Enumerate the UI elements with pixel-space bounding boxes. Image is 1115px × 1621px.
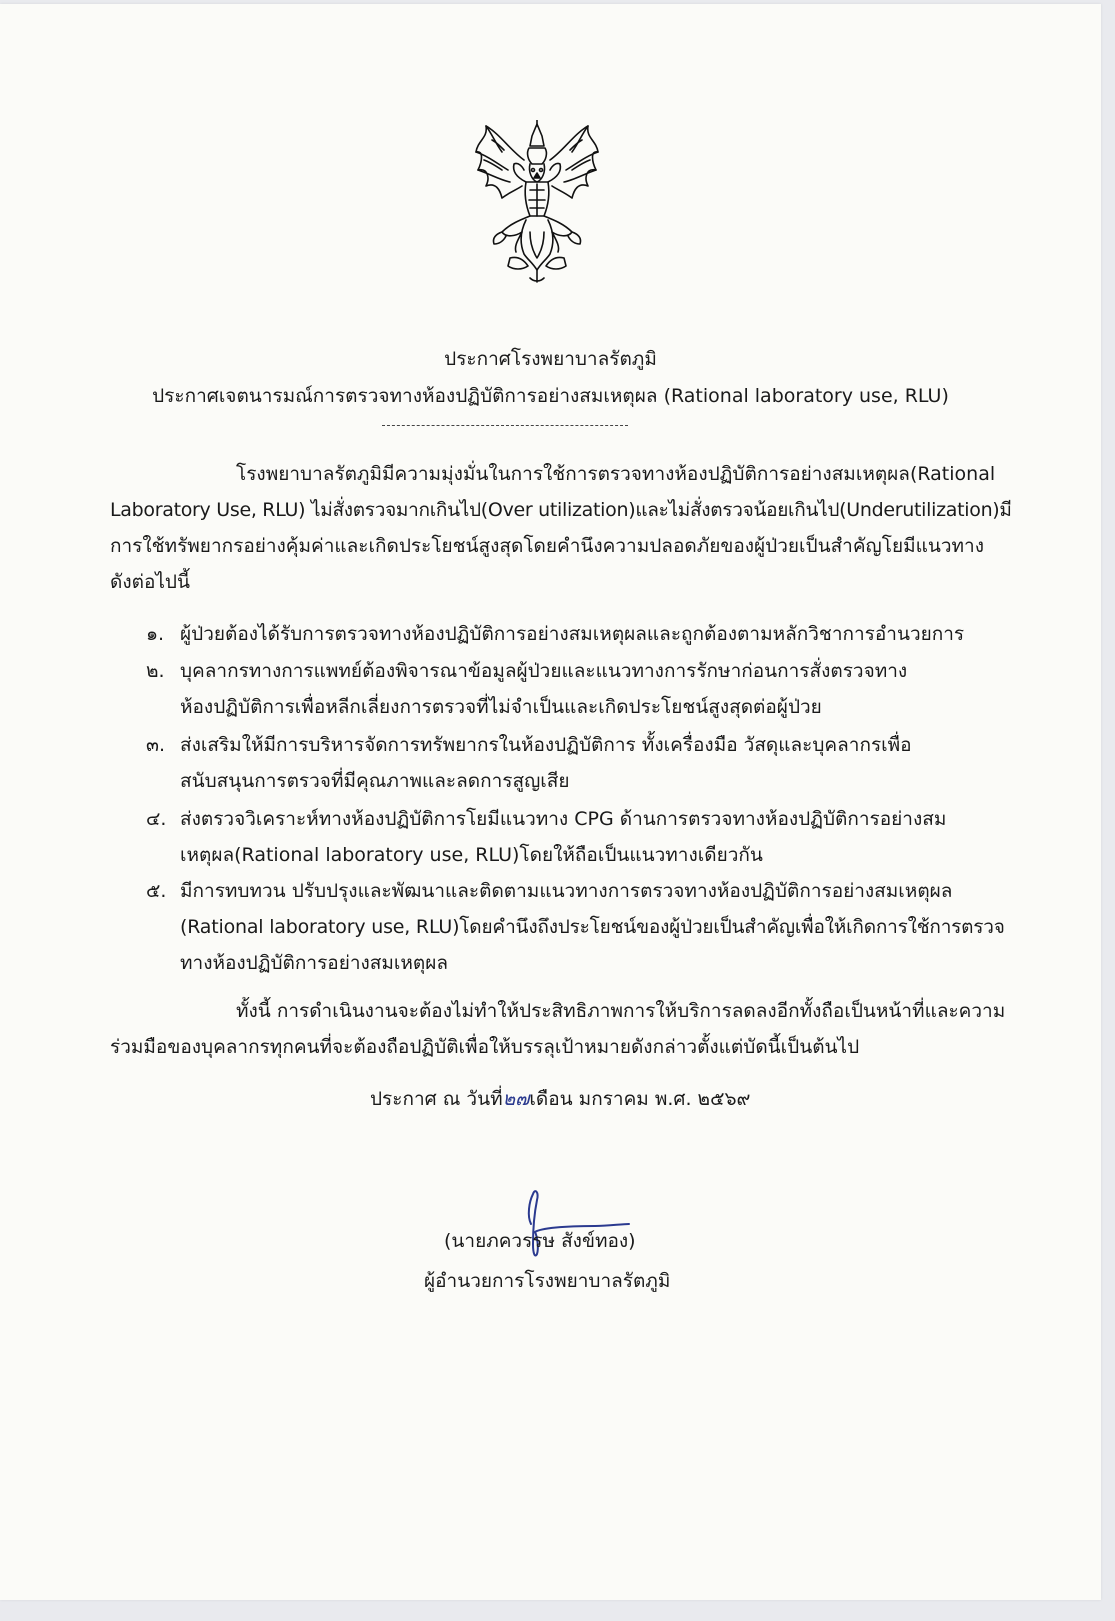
closing-line: ร่วมมือของบุคลากรทุกคนที่จะต้องถือปฏิบัติเพื่อให้บรรลุเป้าหมายดังกล่าวตั้งแต่บัดนี้เป็นต้นไป xyxy=(110,1036,860,1058)
signatory-name: (นายภควรรษ สังข์ทอง) xyxy=(444,1230,636,1252)
garuda-emblem-icon xyxy=(466,120,608,286)
intro-line: การใช้ทรัพยากรอย่างคุ้มค่าและเกิดประโยชน์สูงสุดโดยคำนึงความปลอดภัยของผู้ป่วยเป็นสำคัญโยมีแนวทาง xyxy=(110,535,984,557)
announcement-subtitle: ประกาศเจตนารมณ์การตรวจทางห้องปฏิบัติการอย่างสมเหตุผล (Rational laboratory use, RLU) xyxy=(152,385,949,407)
intro-line: Laboratory Use, RLU) ไม่สั่งตรวจมากเกินไป(Over utilization)และไม่สั่งตรวจน้อยเกินไป(Underutilization)มี xyxy=(110,499,1012,521)
date-suffix: เดือน มกราคม พ.ศ. ๒๕๖๙ xyxy=(529,1088,751,1110)
list-item-text: สนับสนุนการตรวจที่มีคุณภาพและลดการสูญเสีย xyxy=(180,770,570,792)
announcement-title: ประกาศโรงพยาบาลรัตภูมิ xyxy=(444,348,657,370)
signatory-position: ผู้อำนวยการโรงพยาบาลรัตภูมิ xyxy=(424,1270,671,1292)
list-item-text: มีการทบทวน ปรับปรุงและพัฒนาและติดตามแนวทางการตรวจทางห้องปฏิบัติการอย่างสมเหตุผล xyxy=(180,880,953,902)
list-item-number: ๔. xyxy=(146,808,167,830)
list-item-text: ส่งเสริมให้มีการบริหารจัดการทรัพยากรในห้องปฏิบัติการ ทั้งเครื่องมือ วัสดุและบุคลากรเพื่อ xyxy=(180,734,912,756)
list-item-text: ผู้ป่วยต้องได้รับการตรวจทางห้องปฏิบัติการอย่างสมเหตุผลและถูกต้องตามหลักวิชาการอำนวยการ xyxy=(180,623,965,645)
list-item-text: เหตุผล(Rational laboratory use, RLU)โดยให้ถือเป็นแนวทางเดียวกัน xyxy=(180,844,763,866)
document-page xyxy=(0,4,1101,1600)
title-divider xyxy=(382,425,628,426)
closing-line: ทั้งนี้ การดำเนินงานจะต้องไม่ทำให้ประสิทธิภาพการให้บริการลดลงอีกทั้งถือเป็นหน้าที่และความ xyxy=(236,1000,1006,1022)
intro-line: ดังต่อไปนี้ xyxy=(110,571,190,593)
announcement-date xyxy=(370,1084,750,1114)
list-item-number: ๕. xyxy=(146,880,167,902)
list-item-text: (Rational laboratory use, RLU)โดยคำนึงถึงประโยชน์ของผู้ป่วยเป็นสำคัญเพื่อให้เกิดการใช้การตรวจ xyxy=(180,916,1005,938)
date-day-handwritten: ๒๗ xyxy=(502,1088,530,1110)
intro-line: โรงพยาบาลรัตภูมิมีความมุ่งมั่นในการใช้การตรวจทางห้องปฏิบัติการอย่างสมเหตุผล(Rational xyxy=(236,463,996,485)
list-item-number: ๒. xyxy=(146,660,165,682)
list-item-text: ทางห้องปฏิบัติการอย่างสมเหตุผล xyxy=(180,952,449,974)
list-item-number: ๑. xyxy=(146,623,165,645)
list-item-number: ๓. xyxy=(146,734,166,756)
date-prefix: ประกาศ ณ วันที่ xyxy=(370,1088,503,1110)
list-item-text: ส่งตรวจวิเคราะห์ทางห้องปฏิบัติการโยมีแนวทาง CPG ด้านการตรวจทางห้องปฏิบัติการอย่างสม xyxy=(180,808,947,830)
list-item-text: บุคลากรทางการแพทย์ต้องพิจารณาข้อมูลผู้ป่วยและแนวทางการรักษาก่อนการสั่งตรวจทาง xyxy=(180,660,908,682)
list-item-text: ห้องปฏิบัติการเพื่อหลีกเลี่ยงการตรวจที่ไม่จำเป็นและเกิดประโยชน์สูงสุดต่อผู้ป่วย xyxy=(180,696,822,718)
